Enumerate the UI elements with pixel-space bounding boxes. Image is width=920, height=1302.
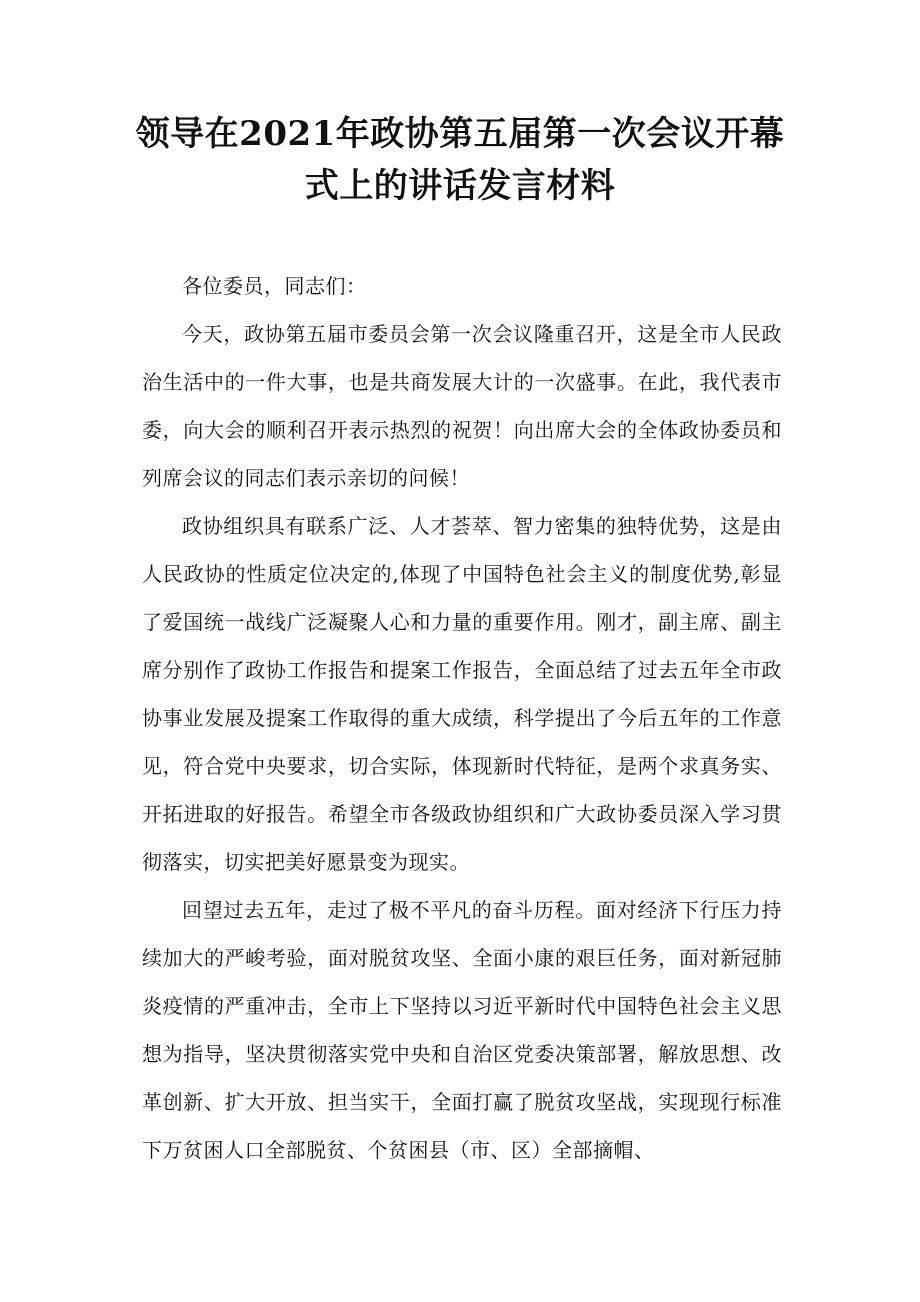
body-paragraph: 政协组织具有联系广泛、人才荟萃、智力密集的独特优势，这是由人民政协的性质定位决定的,体现了中国特色社会主义的制度优势,彰显了爱国统一战线广泛凝聚人心和力量的重要作用。刚才，副主席、副主席分别作了政协工作报告和提案工作报告，全面总结了过去五年全市政协事业发展及提案工作取得的重大成绩，科学提出了今后五年的工作意见，符合党中央要求，切合实际，体现新时代特征，是两个求真务实、开拓进取的好报告。希望全市各级政协组织和广大政协委员深入学习贯彻落实，切实把美好愿景变为现实。 [142, 514, 782, 874]
title-line-2: 式上的讲话发言材料 [304, 166, 616, 206]
document-body [142, 262, 782, 1174]
body-paragraph: 回望过去五年，走过了极不平凡的奋斗历程。面对经济下行压力持续加大的严峻考验，面对脱贫攻坚、全面小康的艰巨任务，面对新冠肺炎疫情的严重冲击，全市上下坚持以习近平新时代中国特色社会主义思想为指导，坚决贯彻落实党中央和自治区党委决策部署，解放思想、改革创新、扩大开放、担当实干，全面打赢了脱贫攻坚战，实现现行标准下万贫困人口全部脱贫、个贫困县（市、区）全部摘帽、 [142, 898, 782, 1162]
salutation-paragraph: 各位委员，同志们： [182, 274, 367, 298]
document-title [120, 108, 800, 212]
title-line-1: 领导在2021年政协第五届第一次会议开幕 [135, 114, 785, 154]
body-paragraph: 今天，政协第五届市委员会第一次会议隆重召开，这是全市人民政治生活中的一件大事，也是共商发展大计的一次盛事。在此，我代表市委，向大会的顺利召开表示热烈的祝贺！向出席大会的全体政协委员和列席会议的同志们表示亲切的问候！ [142, 322, 782, 490]
